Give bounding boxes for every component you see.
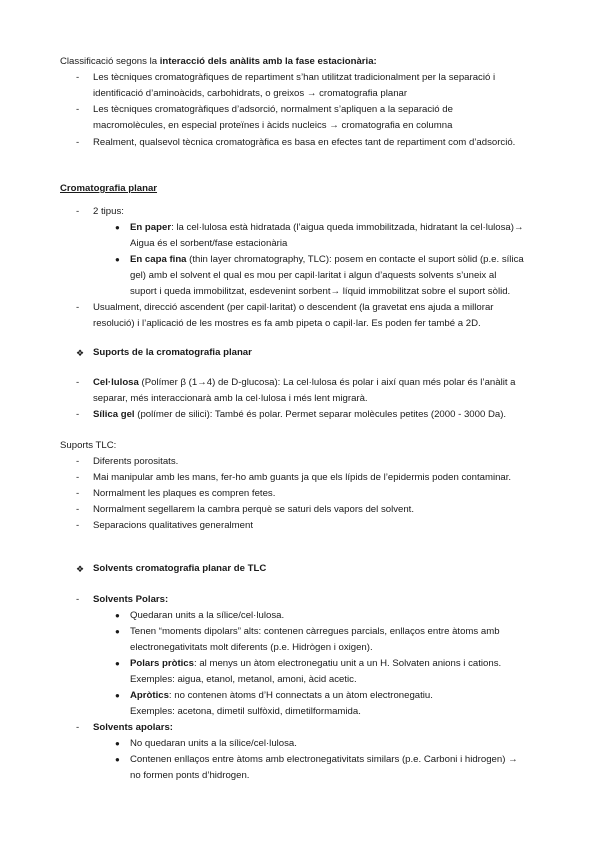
- bullet-marker: ●: [115, 755, 120, 764]
- protic-line-1: Polars pròtics: al menys un àtom electronegatiu unit a un H. Solvaten anions i cations.: [130, 658, 502, 669]
- dash-marker: -: [76, 409, 80, 420]
- intro-item-3-line-1: Realment, qualsevol tècnica cromatogràfica es basa en efectes tant de repartiment com d’adsorció.: [93, 137, 516, 148]
- dash-marker: -: [76, 520, 80, 531]
- dash-marker: -: [76, 206, 80, 217]
- direction-line-2: resolució) i l’aplicació de les mostres es fa amb pipeta o capil·lar. Es poden fer també a 2D.: [93, 318, 481, 329]
- paper-line-1: En paper: la cel·lulosa està hidratada (l’aigua queda immobilitzada, hidratant la cel·lulosa)→: [130, 222, 524, 233]
- bullet-marker: ●: [115, 223, 120, 232]
- planar-heading: Cromatografia planar: [60, 183, 158, 194]
- dash-marker: -: [76, 302, 80, 313]
- cellulose-line-1: Cel·lulosa (Polímer β (1→4) de D-glucosa): La cel·lulosa és polar i així quan més polar és l’anàlit a: [93, 377, 516, 388]
- bullet-marker: ●: [115, 659, 120, 668]
- intro-item-2-line-2: macromolècules, en especial proteïnes i àcids nucleics → cromatografia en columna: [93, 120, 453, 131]
- intro-item-1-line-2: identificació d’aminoàcids, carbohidrats, o greixos → cromatografia planar: [93, 88, 408, 99]
- suports-heading: Suports de la cromatografia planar: [93, 347, 252, 358]
- bullet-marker: ●: [115, 691, 120, 700]
- aprotic-line-1: Apròtics: no contenen àtoms d’H connectats a un àtom electronegatiu.: [130, 690, 433, 701]
- tlc-item: Normalment les plaques es compren fetes.: [93, 488, 276, 499]
- thin-line-1: En capa fina (thin layer chromatography, TLC): posem en contacte el suport sòlid (p.e. sílica: [130, 254, 524, 265]
- dash-marker: -: [76, 594, 80, 605]
- dash-marker: -: [76, 377, 80, 388]
- tlc-item: Normalment segellarem la cambra perquè se saturi dels vapors del solvent.: [93, 504, 415, 515]
- dash-marker: -: [76, 472, 80, 483]
- bullet-marker: ●: [115, 255, 120, 264]
- apolars-label: Solvents apolars:: [93, 722, 173, 733]
- apolar-item-2-line-1: Contenen enllaços entre àtoms amb electronegativitats similars (p.e. Carboni i hidrogen) →: [130, 754, 518, 765]
- tlc-item: Separacions qualitatives generalment: [93, 520, 253, 531]
- solvents-heading: Solvents cromatografia planar de TLC: [93, 563, 267, 574]
- tlc-item: Mai manipular amb les mans, fer-ho amb guants ja que els lípids de l’epidermis poden contaminar.: [93, 472, 512, 483]
- thin-line-2: gel) amb el solvent el qual es mou per capil·laritat i algun d’aquests solvents s’uneix al: [130, 270, 497, 281]
- intro-item-2-line-1: Les tècniques cromatogràfiques d’adsorció, normalment s’apliquen a la separació de: [93, 104, 453, 115]
- polars-label: Solvents Polars:: [93, 594, 169, 605]
- polar-item-2-line-2: electronegativitats molt diferents (p.e. Hidrògen i oxigen).: [130, 642, 373, 653]
- dash-marker: -: [76, 456, 80, 467]
- thin-line-3: suport i queda immobilitzat, esdevenint sorbent→ líquid immobilitzat sobre el suport sòlid.: [130, 286, 511, 297]
- intro-title: Classificació segons la interacció dels anàlits amb la fase estacionària:: [60, 56, 377, 67]
- bullet-marker: ●: [115, 611, 120, 620]
- diamond-marker: ❖: [76, 564, 85, 574]
- dash-marker: -: [76, 72, 80, 83]
- intro-item-1-line-1: Les tècniques cromatogràfiques de repartiment s’han utilitzat tradicionalment per la separació i: [93, 72, 496, 83]
- aprotic-line-2: Exemples: acetona, dimetil sulfòxid, dimetilformamida.: [130, 706, 361, 717]
- dash-marker: -: [76, 104, 80, 115]
- dash-marker: -: [76, 137, 80, 148]
- polar-item-1: Quedaran units a la sílice/cel·lulosa.: [130, 610, 285, 621]
- tlc-label: Suports TLC:: [60, 440, 117, 451]
- planar-tipus-label: 2 tipus:: [93, 206, 124, 217]
- bullet-marker: ●: [115, 627, 120, 636]
- dash-marker: -: [76, 488, 80, 499]
- diamond-marker: ❖: [76, 348, 85, 358]
- direction-line-1: Usualment, direcció ascendent (per capil·laritat) o descendent (la gravetat ens ajuda a millorar: [93, 302, 494, 313]
- paper-line-2: Aigua és el sorbent/fase estacionària: [130, 238, 288, 249]
- dash-marker: -: [76, 722, 80, 733]
- tlc-item: Diferents porositats.: [93, 456, 179, 467]
- apolar-item-1: No quedaran units a la sílice/cel·lulosa.: [130, 738, 297, 749]
- cellulose-line-2: separar, més interaccionarà amb la cel·lulosa i més lent migrarà.: [93, 393, 368, 404]
- protic-line-2: Exemples: aigua, etanol, metanol, amoni, àcid acetic.: [130, 674, 357, 685]
- polar-item-2-line-1: Tenen “moments dipolars” alts: contenen càrregues parcials, enllaços entre àtoms amb: [130, 626, 500, 637]
- silica-line-1: Sílica gel (polímer de silici): També és polar. Permet separar molècules petites (2000 - 3000 Da).: [93, 409, 507, 420]
- apolar-item-2-line-2: no formen ponts d’hidrogen.: [130, 770, 250, 781]
- dash-marker: -: [76, 504, 80, 515]
- bullet-marker: ●: [115, 739, 120, 748]
